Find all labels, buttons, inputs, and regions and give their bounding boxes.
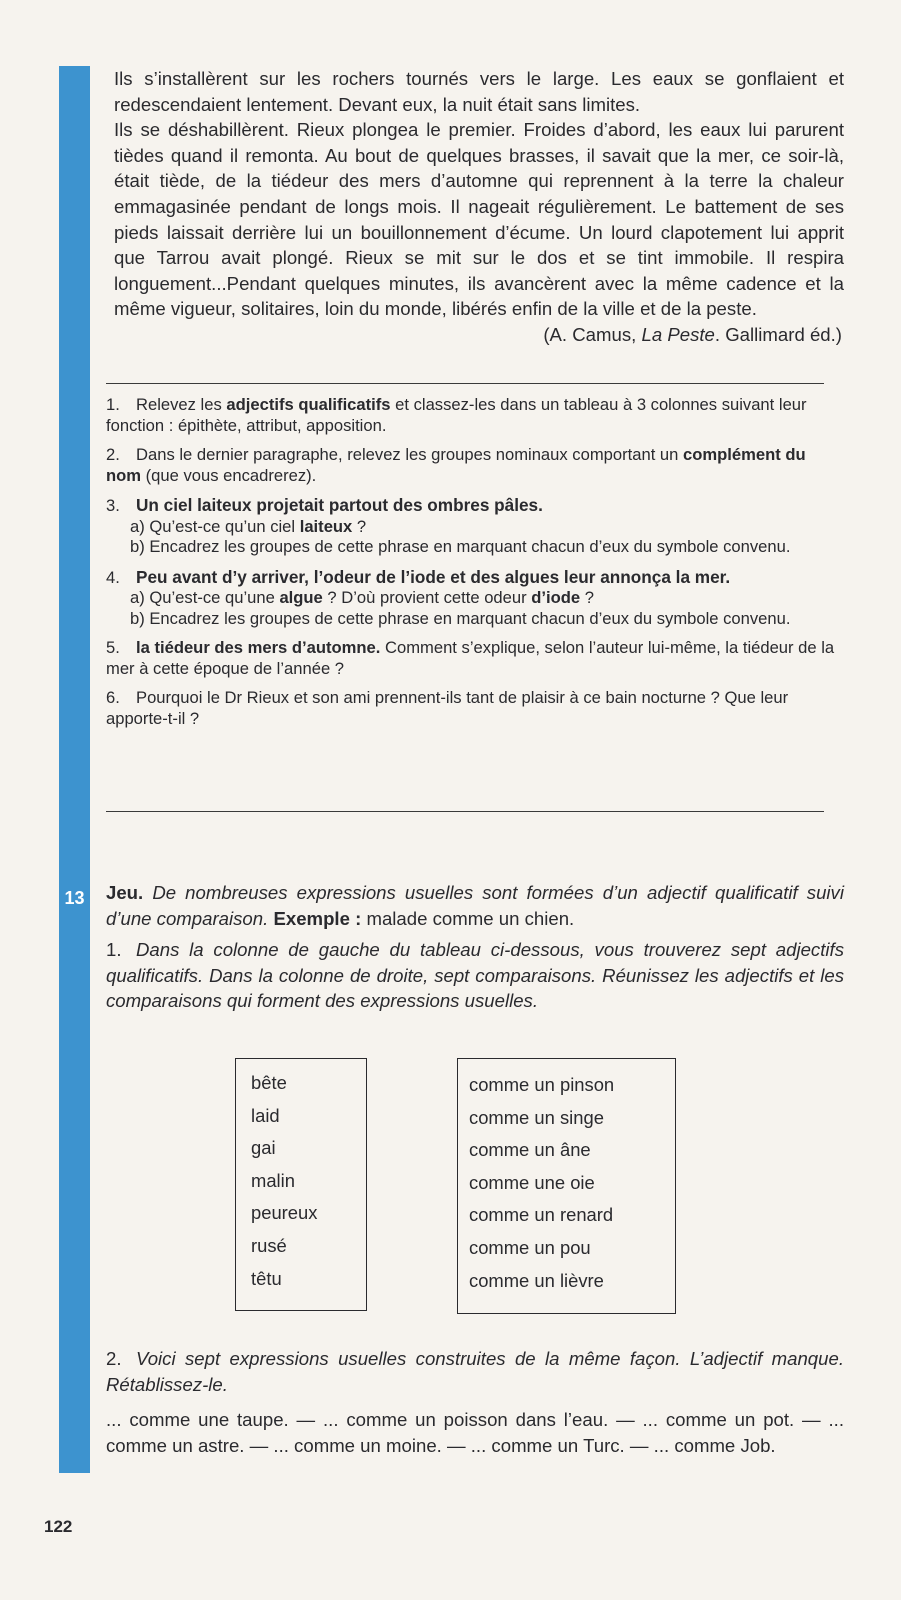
question-4: 4. Peu avant d’y arriver, l’odeur de l’iode et des algues leur annonça la mer. a) Qu’est-ce qu’une algue ? D’où provient cette odeur d’iode ? b) Encadrez les groupes de cette phrase en marquant chacun d’eux du symbole convenu. xyxy=(106,567,838,630)
adjective-item: têtu xyxy=(251,1267,282,1289)
comparison-item: comme un renard xyxy=(469,1204,614,1226)
exercise-title: Jeu. xyxy=(106,882,144,903)
comparisons-column xyxy=(457,1058,676,1314)
divider xyxy=(106,811,824,812)
question-3a: a) Qu’est-ce qu’un ciel laiteux ? xyxy=(130,516,367,536)
exercise-number: 13 xyxy=(64,888,85,908)
question-3b: b) Encadrez les groupes de cette phrase en marquant chacun d’eux du symbole convenu. xyxy=(130,537,791,556)
question-2: 2. Dans le dernier paragraphe, relevez les groupes nominaux comportant un complément du nom (que vous encadrerez). xyxy=(106,445,806,485)
comparison-item: comme un pinson xyxy=(469,1074,615,1095)
margin-accent-bar xyxy=(59,66,90,1473)
exercise-intro: Jeu. De nombreuses expressions usuelles sont formées d’un adjectif qualificatif suivi d’une comparaison. Exemple : malade comme un chien. xyxy=(106,882,844,929)
adjectives-column xyxy=(235,1058,367,1311)
question-list xyxy=(106,395,838,738)
adjective-item: bête xyxy=(251,1072,287,1093)
question-4a: a) Qu’est-ce qu’une algue ? D’où provient cette odeur d’iode ? xyxy=(130,588,594,607)
comparison-item: comme un singe xyxy=(469,1106,604,1128)
question-1: 1. Relevez les adjectifs qualificatifs et classez-les dans un tableau à 3 colonnes suivant leur fonction : épithète, attribut, apposition. xyxy=(106,395,807,435)
passage-paragraph: Ils s’installèrent sur les rochers tournés vers le large. Les eaux se gonflaient et redescendaient lentement. Devant eux, la nuit était sans limites. xyxy=(114,68,844,115)
page-number: 122 xyxy=(44,1517,73,1536)
adjective-item: laid xyxy=(251,1104,280,1126)
comparison-item: comme un âne xyxy=(469,1139,591,1161)
reading-passage xyxy=(114,66,844,348)
exercise-item-1: 1. Dans la colonne de gauche du tableau ci-dessous, vous trouverez sept adjectifs qualificatifs. Dans la colonne de droite, sept comparaisons. Réunissez les adjectifs et les comparaisons qui forment des expressions usuelles. xyxy=(106,939,844,1012)
question-4b: b) Encadrez les groupes de cette phrase en marquant chacun d’eux du symbole convenu. xyxy=(130,608,791,628)
citation: (A. Camus, La Peste. Gallimard éd.) xyxy=(543,323,842,345)
divider xyxy=(106,383,824,384)
question-6: 6. Pourquoi le Dr Rieux et son ami prennent-ils tant de plaisir à ce bain nocturne ? Que leur apporte-t-il ? xyxy=(106,688,789,728)
adjective-item: malin xyxy=(251,1169,295,1191)
exercise-13 xyxy=(106,880,844,1014)
adjective-item: gai xyxy=(251,1137,276,1159)
question-5: 5. la tiédeur des mers d’automne. Comment s’explique, selon l’auteur lui-même, la tiédeur de la mer à cette époque de l’année ? xyxy=(106,638,835,678)
fill-in-expressions: ... comme une taupe. — ... comme un poisson dans l’eau. — ... comme un pot. — ... comme un astre. — ... comme un moine. — ... comme un Turc. — ... comme Job. xyxy=(106,1409,844,1456)
comparison-item: comme un lièvre xyxy=(469,1269,604,1291)
exercise-item-2: 2. Voici sept expressions usuelles construites de la même façon. L’adjectif manque. Rétablissez-le. ... comme une taupe. — ... comme un poisson dans l’eau. — ... comme un pot. — ... comme un astre. — ... comme un moine. — ... comme un Turc. — ... comme Job. xyxy=(106,1346,844,1458)
comparison-item: comme un pou xyxy=(469,1236,591,1258)
comparison-item: comme une oie xyxy=(469,1171,595,1193)
book-title: La Peste xyxy=(641,323,715,345)
passage-paragraph: Ils se déshabillèrent. Rieux plongea le premier. Froides d’abord, les eaux lui parurent tièdes quand il remonta. Au bout de quelques brasses, il savait que la mer, ce soir-là, était tiède, de la tiédeur des mers d’automne qui reprennent à la terre la chaleur emmagasinée pendant de longs mois. Il nageait régulièrement. Le battement de ses pieds laissait derrière lui un bouillonnement d’écume. Un lourd clapotement lui apprit que Tarrou avait plongé. Rieux se mit sur le dos et se tint immobile. Il respira longuement...Pendant quelques minutes, ils avancèrent avec la même cadence et la même vigueur, solitaires, loin du monde, libérés enfin de la ville et de la peste. xyxy=(114,119,844,320)
question-3: 3. Un ciel laiteux projetait partout des ombres pâles. a) Qu’est-ce qu’un ciel laiteux ? b) Encadrez les groupes de cette phrase en marquant chacun d’eux du symbole convenu. xyxy=(106,495,838,558)
adjective-item: rusé xyxy=(251,1234,287,1256)
adjective-item: peureux xyxy=(251,1202,318,1224)
